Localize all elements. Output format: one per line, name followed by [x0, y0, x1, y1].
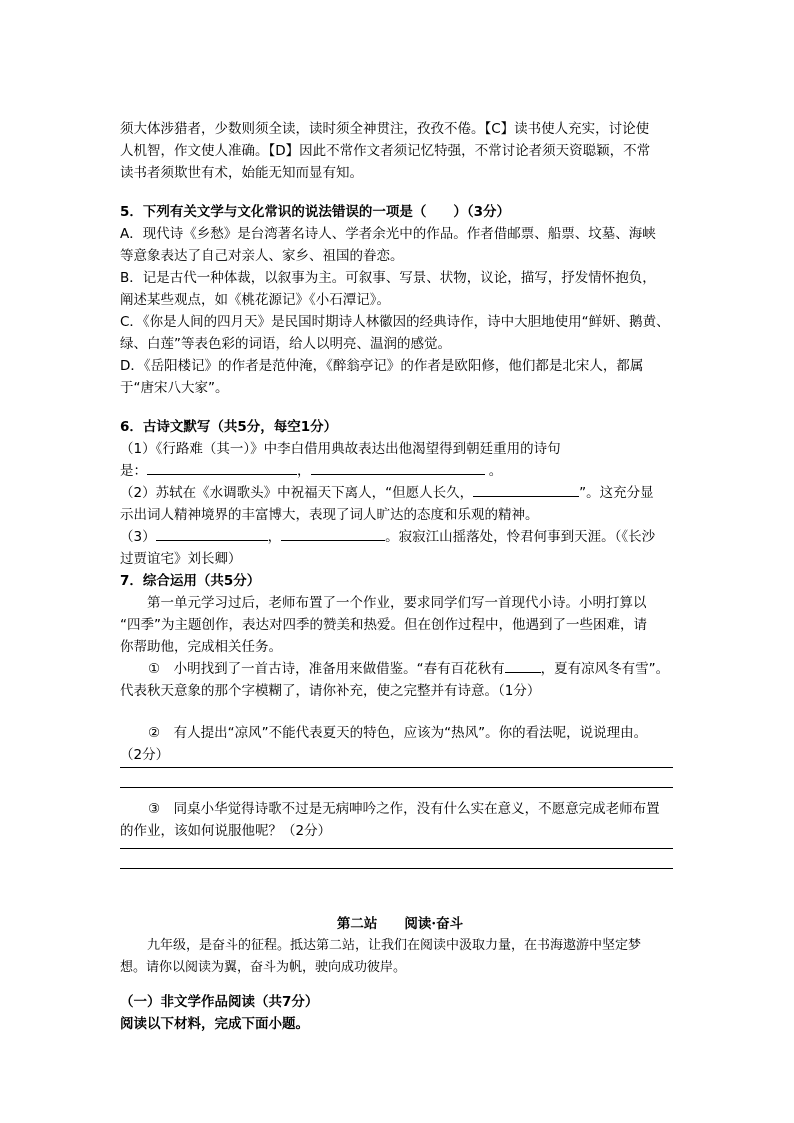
- q7-sub1-text: ，夏有凉风冬有雪”。: [540, 661, 670, 677]
- q7-subquestion-1-cont: 代表秋天意象的那个字模糊了，请你补充，使之完整并有诗意。（1分）: [120, 683, 541, 699]
- q7-subquestion-2-cont: （2分）: [120, 747, 170, 763]
- q5-option-c: C．《你是人间的四月天》是民国时期诗人林徽因的经典诗作，诗中大胆地使用“鲜妍、鹅黄、: [120, 314, 670, 330]
- answer-blank[interactable]: [147, 460, 297, 475]
- q5-option-a-cont: 等意象表达了自己对亲人、家乡、祖国的眷恋。: [120, 248, 404, 264]
- answer-blank[interactable]: [311, 460, 485, 475]
- q7-subquestion-1: [120, 658, 680, 680]
- q5-option-a: A．现代诗《乡愁》是台湾著名诗人、学者余光中的作品。作者借邮票、船票、坟墓、海峡: [120, 226, 656, 242]
- exam-page: [120, 118, 680, 1035]
- comma: ，: [297, 463, 311, 479]
- q7-subquestion-3: ③ 同桌小华觉得诗歌不过是无病呻吟之作，没有什么实在意义，不愿意完成老师布置: [148, 801, 660, 817]
- q7-intro: “四季”为主题创作，表达对四季的赞美和热爱。但在创作过程中，他遇到了一些困难，请: [120, 617, 647, 633]
- answer-blank[interactable]: [281, 526, 385, 541]
- intro-line: 读书者须欺世有术，始能无知而显有知。: [120, 165, 363, 181]
- q6-part-2-cont: 示出词人精神境界的丰富博大，表现了词人旷达的态度和乐观的精神。: [120, 507, 539, 523]
- intro-line: 人机智，作文使人准确。【D】因此不常作文者须记忆特强，不常讨论者须天资聪颖，不常: [120, 143, 651, 159]
- q6-part-3-cont: 过贾谊宅》刘长卿）: [120, 551, 242, 567]
- q6-part-2: [120, 482, 680, 504]
- station-intro: 想。请你以阅读为翼，奋斗为帆，驶向成功彼岸。: [120, 960, 407, 975]
- answer-blank[interactable]: [473, 482, 579, 497]
- q6-part-3-label: （3）: [120, 529, 156, 545]
- q7-intro: 第一单元学习过后，老师布置了一个作业，要求同学们写一首现代小诗。小明打算以: [147, 595, 647, 611]
- period: 。: [488, 463, 503, 479]
- question-5-stem: 5．下列有关文学与文化常识的说法错误的一项是（ ）（3分）: [120, 204, 511, 220]
- answer-blank[interactable]: [505, 658, 541, 673]
- q5-option-d: D．《岳阳楼记》的作者是范仲淹，《醉翁亭记》的作者是欧阳修，他们都是北宋人，都属: [120, 358, 644, 374]
- q5-option-b-cont: 阐述某些观点，如《桃花源记》《小石潭记》。: [120, 292, 390, 308]
- q5-option-b: B．记是古代一种体裁，以叙事为主。可叙事、写景、状物，议论，描写，抒发情怀抱负，: [120, 270, 656, 286]
- q6-part-1-blanks: [120, 460, 680, 482]
- q7-intro: 你帮助他，完成相关任务。: [120, 639, 282, 655]
- q7-subquestion-2: ② 有人提出“凉风”不能代表夏天的特色，应该为“热风”。你的看法呢，说说理由。: [148, 725, 648, 741]
- q6-part-3: [120, 526, 680, 548]
- q7-sub1-text: ① 小明找到了一首古诗，准备用来做借鉴。“春有百花秋有: [148, 661, 505, 677]
- comma: ，: [267, 529, 282, 545]
- q6-part-1: （1）《行路难（其一）》中李白借用典故表达出他渴望得到朝廷重用的诗句: [120, 441, 561, 457]
- q6-part-3-text: 。寂寂江山摇落处，怜君何事到天涯。（《长沙: [385, 529, 656, 545]
- q6-part-2-text: ”。这充分显: [579, 485, 654, 501]
- q7-subquestion-3-cont: 的作业，该如何说服他呢？（2分）: [120, 823, 332, 839]
- q6-part-2-text: （2）苏轼在《水调歌头》中祝福天下离人，“但愿人长久，: [120, 485, 474, 501]
- question-7-title: 7．综合运用（共5分）: [120, 573, 261, 589]
- q5-option-d-cont: 于“唐宋八大家”。: [120, 380, 229, 396]
- section-title: （一）非文学作品阅读（共7分）: [120, 994, 319, 1010]
- q5-option-c-cont: 绿、白莲”等表色彩的词语，给人以明亮、温润的感觉。: [120, 336, 451, 352]
- q6-answer-label: 是：: [120, 463, 147, 479]
- answer-blank[interactable]: [156, 526, 268, 541]
- section-instruction: 阅读以下材料，完成下面小题。: [120, 1016, 309, 1032]
- station-heading: 第二站 阅读·奋斗: [336, 916, 464, 932]
- station-intro: 九年级，是奋斗的征程。抵达第二站，让我们在阅读中汲取力量，在书海遨游中坚定梦: [147, 938, 642, 953]
- question-6-title: 6．古诗文默写（共5分，每空1分）: [120, 419, 338, 435]
- intro-line: 须大体涉猎者，少数则须全读，读时须全神贯注，孜孜不倦。【C】读书使人充实，讨论使: [120, 121, 650, 137]
